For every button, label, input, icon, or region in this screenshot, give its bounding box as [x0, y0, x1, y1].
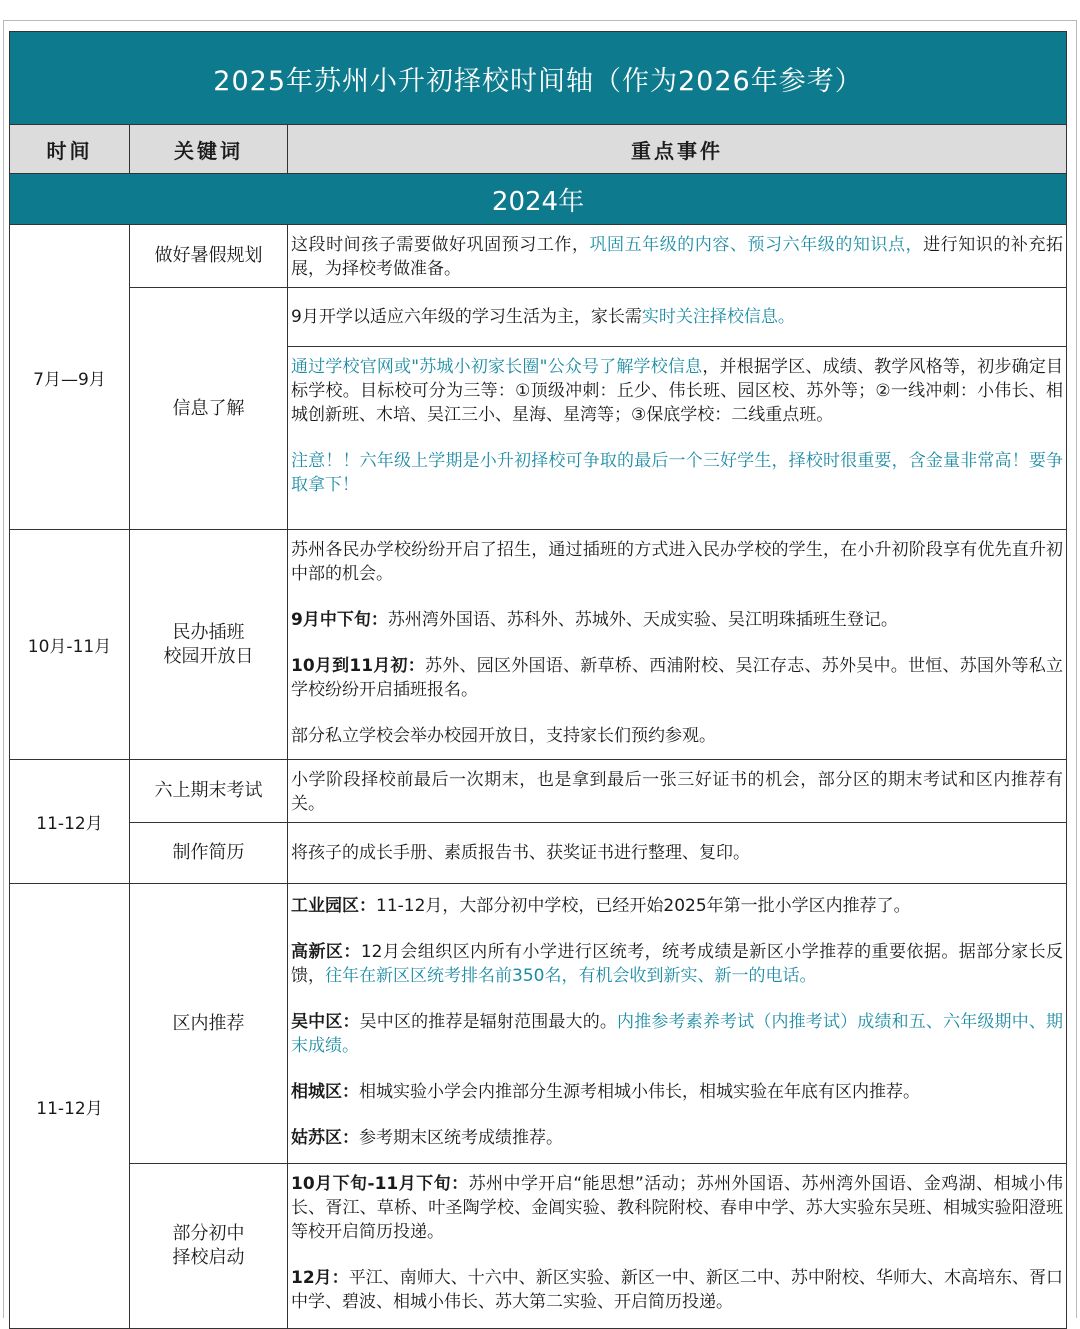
event-cell: 小学阶段择校前最后一次期末，也是拿到最后一张三好证书的机会，部分区的期末考试和区内推荐有关。 [288, 760, 1067, 823]
event-highlight: 注意！！六年级上学期是小升初择校可争取的最后一个三好学生，择校时很重要，含金量非常高！要争取拿下！ [291, 451, 1064, 495]
event-text: 参考期末区统考成绩推荐。 [359, 1128, 563, 1148]
event-paragraph [291, 1172, 1063, 1244]
year-row [10, 174, 1067, 225]
header-events: 重点事件 [288, 125, 1067, 174]
event-label: 相城区： [291, 1082, 359, 1102]
table-row [10, 760, 1067, 823]
page-title: 2025年苏州小升初择校时间轴（作为2026年参考） [10, 32, 1067, 125]
event-cell [288, 1164, 1067, 1329]
event-text: 苏州湾外国语、苏科外、苏城外、天成实验、吴江明珠插班生登记。 [387, 610, 898, 630]
event-paragraph [291, 1080, 1063, 1104]
event-text: 相城实验小学会内推部分生源考相城小伟长，相城实验在年底有区内推荐。 [359, 1082, 920, 1102]
event-text: 吴中区的推荐是辐射范围最大的。 [359, 1012, 618, 1032]
event-cell [288, 530, 1067, 760]
table-row [10, 823, 1067, 884]
event-text: 平江、南师大、十六中、新区实验、新区一中、新区二中、苏中附校、华师大、木高培东、胥口中学、碧波、相城小伟长、苏大第二实验、开启简历投递。 [291, 1268, 1064, 1312]
event-text: 这段时间孩子需要做好巩固预习工作， [291, 235, 590, 255]
event-label: 9月中下旬： [291, 610, 388, 630]
event-cell [288, 347, 1067, 530]
keyword-cell: 六上期末考试 [130, 760, 288, 823]
table-row [10, 288, 1067, 347]
header-row [10, 125, 1067, 174]
event-text: 12月会组织区内所有小学进行区统考，统考成绩是新区小学推荐的重要依据。据部分家长反馈， [291, 942, 1064, 986]
event-cell [288, 225, 1067, 288]
table-row [10, 1164, 1067, 1329]
event-label: 高新区： [291, 942, 361, 962]
event-text: 进行知识的补充拓展，为择校考做准备。 [291, 235, 1064, 279]
keyword-line: 校园开放日 [163, 645, 254, 667]
event-label: 10月到11月初： [291, 656, 426, 676]
event-paragraph [291, 654, 1063, 702]
time-cell: 11-12月 [10, 884, 130, 1329]
time-cell: 7月—9月 [10, 225, 130, 530]
timeline-table [9, 31, 1067, 1329]
event-text: 9月开学以适应六年级的学习生活为主，家长需 [291, 307, 642, 327]
event-cell: 将孩子的成长手册、素质报告书、获奖证书进行整理、复印。 [288, 823, 1067, 884]
event-paragraph [291, 608, 1063, 632]
header-keyword: 关键词 [130, 125, 288, 174]
table-row [10, 225, 1067, 288]
keyword-cell: 信息了解 [130, 288, 288, 530]
event-paragraph: 部分私立学校会举办校园开放日，支持家长们预约参观。 [291, 726, 716, 746]
keyword-cell: 区内推荐 [130, 884, 288, 1164]
event-paragraph [291, 894, 1063, 918]
event-highlight: 往年在新区区统考排名前350名，有机会收到新实、新一的电话。 [325, 966, 817, 986]
time-cell: 10月-11月 [10, 530, 130, 760]
event-highlight: 内推参考素养考试（内推考试）成绩和五、六年级期中、期末成绩。 [291, 1012, 1064, 1056]
keyword-cell [130, 530, 288, 760]
event-cell [288, 288, 1067, 347]
event-paragraph: 苏州各民办学校纷纷开启了招生，通过插班的方式进入民办学校的学生，在小升初阶段享有优先直升初中部的机会。 [291, 540, 1064, 584]
event-text: 11-12月，大部分初中学校，已经开始2025年第一批小学区内推荐了。 [376, 896, 911, 916]
event-highlight: 通过学校官网或"苏城小初家长圈"公众号了解学校信息 [291, 357, 703, 377]
year-label: 2024年 [10, 174, 1067, 225]
event-paragraph [291, 1266, 1063, 1314]
title-row [10, 32, 1067, 125]
event-text: ，并根据学区、成绩、教学风格等，初步确定目标学校。目标校可分为三等：①顶级冲刺：丘少、伟长班、园区校、苏外等；②一线冲刺：小伟长、相城创新班、木培、吴江三小、星海、星湾等；③保底学校：二线重点班。 [291, 357, 1064, 425]
event-highlight: 实时关注择校信息。 [641, 307, 795, 327]
time-cell: 11-12月 [10, 760, 130, 884]
event-text: 苏州中学开启“能思想”活动；苏州外国语、苏州湾外国语、金鸡湖、相城小伟长、胥江、草桥、叶圣陶学校、金阊实验、教科院附校、春申中学、苏大实验东吴班、相城实验阳澄班等校开启简历投递。 [291, 1174, 1064, 1242]
event-label: 吴中区： [291, 1012, 360, 1032]
keyword-line: 部分初中 [172, 1223, 245, 1244]
table-row [10, 530, 1067, 760]
keyword-line: 择校启动 [172, 1247, 245, 1268]
event-label: 工业园区： [291, 896, 376, 916]
event-cell [288, 884, 1067, 1164]
header-time: 时间 [10, 125, 130, 174]
event-label: 12月： [291, 1268, 349, 1288]
event-paragraph [291, 940, 1063, 988]
event-paragraph [291, 355, 1063, 427]
keyword-cell: 做好暑假规划 [130, 225, 288, 288]
event-label: 10月下旬-11月下旬： [291, 1174, 469, 1194]
event-paragraph [291, 1126, 1063, 1150]
event-highlight: 巩固五年级的内容、预习六年级的知识点， [589, 235, 924, 255]
event-paragraph [291, 1010, 1063, 1058]
table-row [10, 884, 1067, 1164]
event-label: 姑苏区： [291, 1128, 359, 1148]
keyword-cell: 制作简历 [130, 823, 288, 884]
keyword-line: 民办插班 [172, 621, 245, 643]
event-text: 苏外、园区外国语、新草桥、西浦附校、吴江存志、苏外吴中。世恒、苏国外等私立学校纷纷开启插班报名。 [291, 656, 1064, 700]
keyword-cell [130, 1164, 288, 1329]
